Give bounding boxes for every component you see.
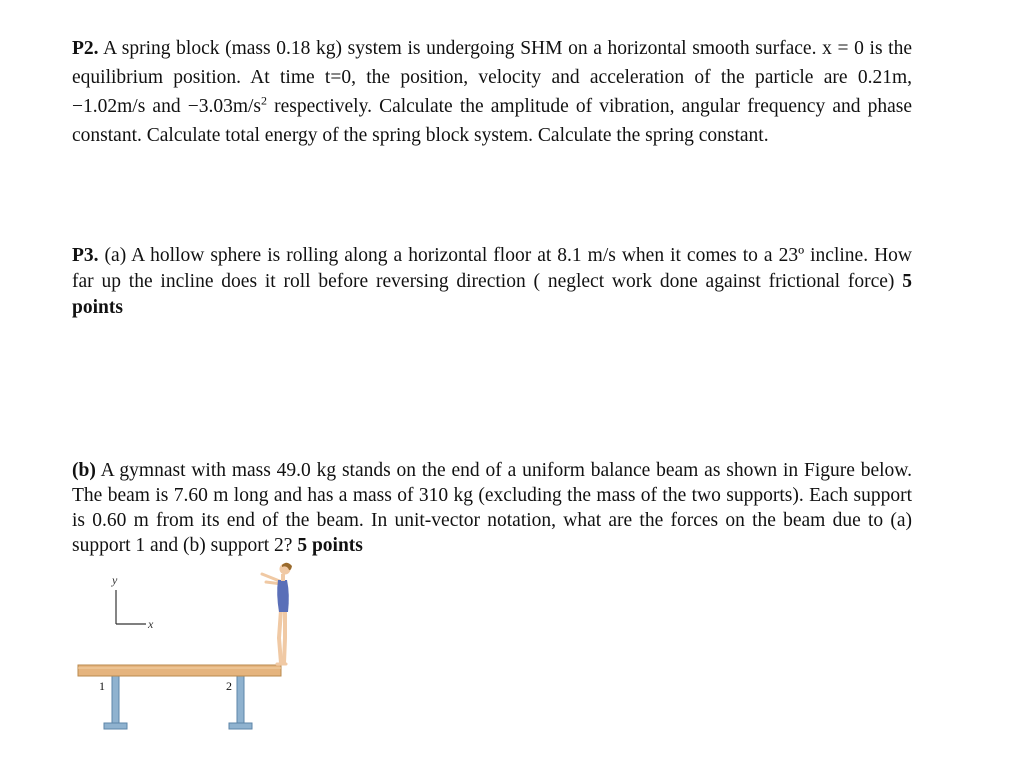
gymnast-icon [262, 563, 292, 664]
support-2-label: 2 [226, 679, 232, 693]
support-1 [104, 675, 127, 729]
p3-label: P3. [72, 245, 99, 266]
problem-p2 [72, 34, 912, 150]
problem-p3b [72, 458, 912, 558]
p3b-text: A gymnast with mass 49.0 kg stands on the end of a uniform balance beam as shown in Figure below. The beam is 7.60 m long and has a mass of 310 kg (excluding the mass of the two supports). Each support is 0.60 m from its end of the beam. In unit-vector notation, what are the forces on the beam due to (a) support 1 and (b) support 2? [72, 460, 912, 556]
p3a-points: 5 points [72, 271, 912, 318]
axis-y-label: y [112, 573, 118, 587]
p3b-points: 5 points [297, 535, 363, 556]
support-2 [229, 675, 252, 729]
balance-beam [78, 665, 281, 676]
axis-x-label: x [148, 617, 154, 631]
p2-text-b: respectively. Calculate the amplitude of vibration, angular frequency and phase constant. Calculate total energy of the spring block system. Calculate the spring constant. [72, 96, 912, 146]
p2-text-a: A spring block (mass 0.18 kg) system is undergoing SHM on a horizontal smooth surface. x = 0 is the equilibrium position. At time t=0, the position, velocity and acceleration of the particle are 0.21m, −1.02m/s and −3.03m/s [72, 38, 912, 117]
axes-icon [116, 590, 146, 624]
support-1-label: 1 [99, 679, 105, 693]
balance-beam-figure [70, 560, 320, 740]
p3a-text: (a) A hollow sphere is rolling along a horizontal floor at 8.1 m/s when it comes to a 23º incline. How far up the incline does it roll before reversing direction ( neglect work done against frictional force) [72, 245, 912, 292]
p2-superscript: 2 [261, 93, 267, 108]
p2-label: P2. [72, 38, 99, 59]
problem-p3a [72, 243, 912, 321]
p3b-label: (b) [72, 460, 96, 481]
